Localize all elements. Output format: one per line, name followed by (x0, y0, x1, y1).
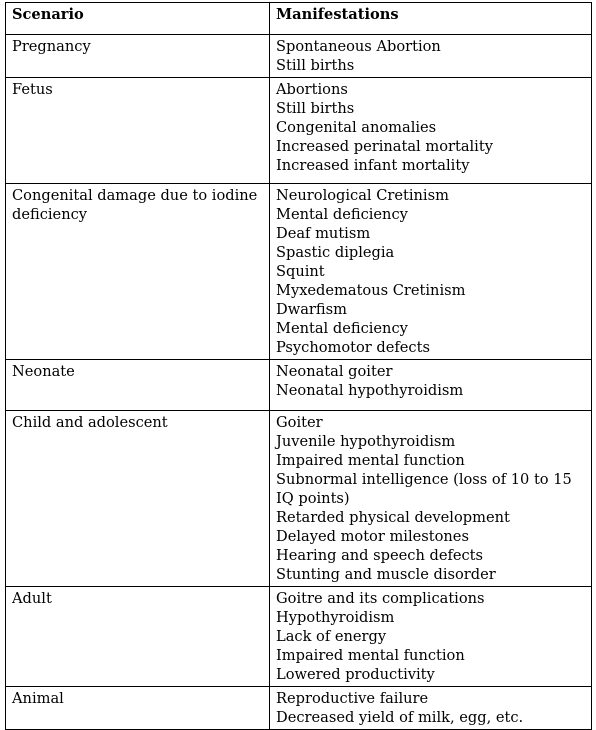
manifestation-item: Still births (276, 100, 355, 117)
manifestation-item: Goitre and its complications (276, 590, 485, 607)
manifestation-item: Stunting and muscle disorder (276, 566, 496, 583)
manifestation-item: Neonatal goiter (276, 363, 393, 380)
manifestation-item: Deaf mutism (276, 225, 371, 242)
iodine-deficiency-table-container (5, 2, 592, 730)
scenario-cell: Pregnancy (6, 35, 270, 78)
manifestation-item: Impaired mental function (276, 647, 465, 664)
manifestations-cell (270, 687, 592, 730)
manifestation-item: Myxedematous Cretinism (276, 282, 466, 299)
manifestations-cell (270, 411, 592, 587)
scenario-cell: Child and adolescent (6, 411, 270, 587)
manifestation-item: Delayed motor milestones (276, 528, 469, 545)
manifestation-item: Subnormal intelligence (loss of 10 to 15 IQ points) (276, 471, 572, 507)
manifestation-item: Abortions (276, 81, 348, 98)
manifestation-item: Psychomotor defects (276, 339, 430, 356)
manifestations-cell (270, 587, 592, 687)
scenario-cell: Congenital damage due to iodine deficiency (6, 184, 270, 360)
manifestation-item: Lowered productivity (276, 666, 435, 683)
table-row (6, 411, 592, 587)
scenario-cell: Neonate (6, 360, 270, 411)
manifestation-item: Impaired mental function (276, 452, 465, 469)
manifestation-item: Lack of energy (276, 628, 387, 645)
manifestation-item: Squint (276, 263, 325, 280)
manifestation-item: Mental deficiency (276, 206, 408, 223)
manifestation-item: Still births (276, 57, 355, 74)
table-header-row (6, 3, 592, 35)
manifestation-item: Neonatal hypothyroidism (276, 382, 464, 399)
table-row (6, 587, 592, 687)
manifestation-item: Spontaneous Abortion (276, 38, 441, 55)
manifestation-item: Increased perinatal mortality (276, 138, 493, 155)
manifestation-item: Juvenile hypothyroidism (276, 433, 456, 450)
scenario-cell: Fetus (6, 78, 270, 184)
manifestation-item: Neurological Cretinism (276, 187, 449, 204)
manifestations-cell (270, 360, 592, 411)
header-scenario: Scenario (6, 3, 270, 35)
manifestation-item: Spastic diplegia (276, 244, 395, 261)
table-row (6, 184, 592, 360)
table-row (6, 360, 592, 411)
iodine-deficiency-table (5, 2, 592, 730)
manifestation-item: Hypothyroidism (276, 609, 395, 626)
scenario-cell: Animal (6, 687, 270, 730)
manifestation-item: Congenital anomalies (276, 119, 437, 136)
manifestation-item: Mental deficiency (276, 320, 408, 337)
manifestations-cell (270, 184, 592, 360)
manifestation-item: Retarded physical development (276, 509, 510, 526)
manifestation-item: Goiter (276, 414, 323, 431)
manifestation-item: Hearing and speech defects (276, 547, 484, 564)
manifestations-cell (270, 35, 592, 78)
table-row (6, 78, 592, 184)
manifestation-item: Dwarfism (276, 301, 347, 318)
manifestation-item: Decreased yield of milk, egg, etc. (276, 709, 524, 726)
manifestation-item: Increased infant mortality (276, 157, 470, 174)
manifestation-item: Reproductive failure (276, 690, 429, 707)
scenario-cell: Adult (6, 587, 270, 687)
table-row (6, 35, 592, 78)
table-row (6, 687, 592, 730)
header-manifestations: Manifestations (270, 3, 592, 35)
manifestations-cell (270, 78, 592, 184)
